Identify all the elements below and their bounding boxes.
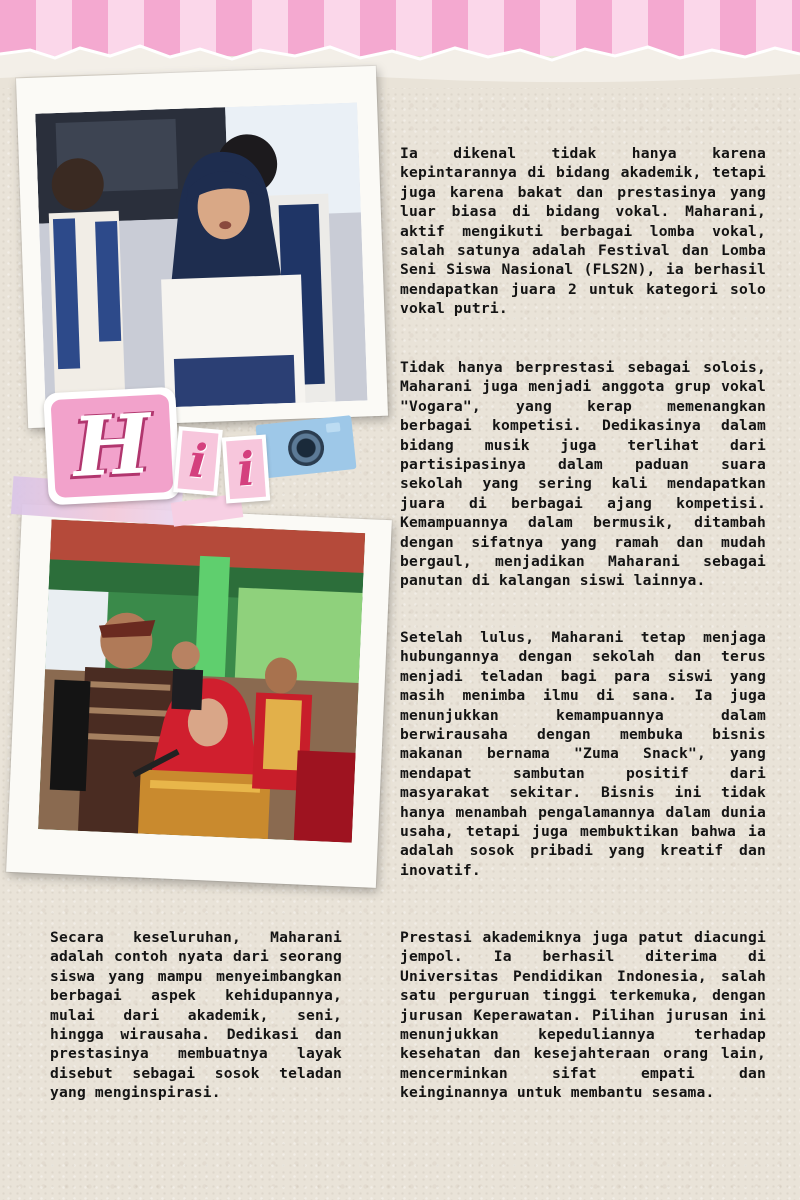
polaroid-photo-singing xyxy=(16,66,388,428)
paragraph-vocal-group: Tidak hanya berprestasi sebagai solois, Maharani juga menjadi anggota grup vokal "Vogara", yang kerap memenangkan berbagai kompetisi. Dedikasinya dalam bidang musik juga terlihat dari partisipasinya dalam paduan suara sekolah yang sering kali mendapatkan juara di berbagai ajang kompetisi. Kemampuannya dalam bermusik, ditambah dengan sifatnya yang ramah dan mudah bergaul, menjadikan Maharani sebagai panutan di kalangan siswi lainnya. xyxy=(400,359,766,590)
polaroid-photo-traditional xyxy=(6,504,392,888)
paragraph-academic-achievement: Prestasi akademiknya juga patut diacungi jempol. Ia berhasil diterima di Universitas Pendidikan Indonesia, salah satu perguruan tinggi terkemuka, dengan jurusan Keperawatan. Pilihan jurusan ini menunjukkan kepeduliannya terhadap kesehatan dan kesejahteraan orang lain, mencerminkan sifat empati dan keinginannya untuk membantu sesama. xyxy=(400,929,766,1102)
paragraph-vocal-talent: Ia dikenal tidak hanya karena kepintarannya di bidang akademik, tetapi juga karena bakat dan prestasinya yang luar biasa di bidang vokal. Maharani, aktif mengikuti berbagai lomba vokal, salah satunya adalah Festival dan Lomba Seni Siswa Nasional (FLS2N), ia berhasil mendapatkan juara 2 untuk kategori solo vokal putri. xyxy=(400,145,766,318)
hi-sticker-collage xyxy=(12,390,352,540)
camera-sticker-icon xyxy=(255,415,356,479)
letter-h: H xyxy=(70,396,154,496)
letter-sticker-i xyxy=(222,435,270,504)
letter-i: i xyxy=(235,441,257,497)
paragraph-conclusion: Secara keseluruhan, Maharani adalah contoh nyata dari seorang siswa yang mampu menyeimbangkan berbagai aspek kehidupannya, mulai dari akademik, seni, hingga wirausaha. Dedikasi dan prestasinya membuatnya layak disebut sebagai sosok teladan yang menginspirasi. xyxy=(50,929,342,1102)
camera-lens xyxy=(286,428,326,468)
paragraph-after-graduation: Setelah lulus, Maharani tetap menjaga hubungannya dengan sekolah dan terus menjadi teladan bagi para siswi yang masih menimba ilmu di sana. Ia juga menunjukkan kemampuannya dalam berwirausaha dengan membuka bisnis makanan bernama "Zuma Snack", yang mendapat sambutan positif dari masyarakat sekitar. Bisnis ini tidak hanya menambah pengalamannya dalam dunia usaha, tetapi juga membuktikan bahwa ia adalah sosok pribadi yang kreatif dan inovatif. xyxy=(400,629,766,879)
camera-knob xyxy=(326,422,341,432)
letter-sticker-h xyxy=(43,387,181,506)
letter-i: i xyxy=(186,433,210,489)
photo-traditional-performance xyxy=(38,519,365,842)
photo-singing-performance xyxy=(35,103,367,412)
letter-sticker-i xyxy=(173,426,223,496)
